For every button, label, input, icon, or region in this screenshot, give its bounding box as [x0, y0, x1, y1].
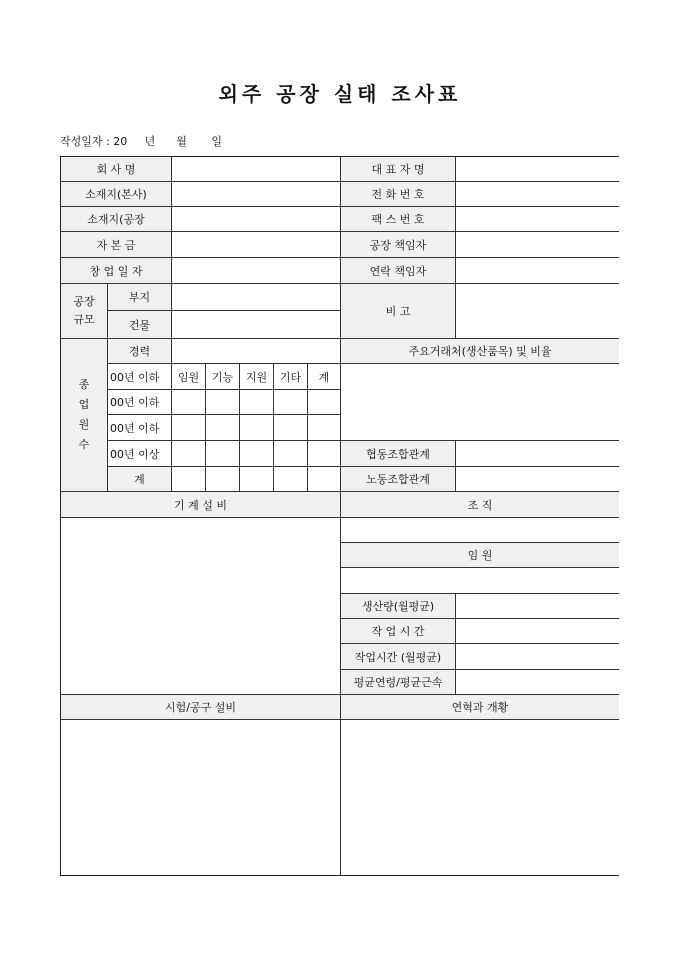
emp-cell[interactable] [172, 415, 206, 441]
capital-label: 자 본 금 [61, 232, 172, 258]
company-name-label: 회 사 명 [61, 157, 172, 182]
emp-cell[interactable] [240, 415, 274, 441]
remarks-field[interactable] [456, 284, 619, 339]
emp-cell[interactable] [308, 390, 341, 415]
emp-col-header: 계 [308, 364, 341, 390]
machinery-label: 기 계 설 비 [61, 492, 341, 518]
ceo-name-field[interactable] [456, 157, 619, 182]
emp-cell[interactable] [240, 390, 274, 415]
phone-field[interactable] [456, 182, 619, 207]
factory-manager-field[interactable] [456, 232, 619, 258]
contact-manager-field[interactable] [456, 258, 619, 284]
factory-manager-label: 공장 책임자 [341, 232, 456, 258]
cooperative-label: 협동조합관계 [341, 441, 456, 467]
executives-label: 임 원 [341, 543, 619, 568]
emp-cell[interactable] [206, 415, 240, 441]
emp-cell[interactable] [308, 467, 341, 492]
employee-label-char: 업 [78, 398, 90, 411]
career-label: 경력 [108, 339, 172, 364]
emp-row-label: 00년 이하 [108, 415, 172, 441]
capital-field[interactable] [172, 232, 341, 258]
employee-label-char: 종 [78, 378, 90, 391]
emp-row-label: 00년 이상 [108, 441, 172, 467]
employee-label-char: 수 [78, 438, 90, 451]
monthly-hours-field[interactable] [456, 644, 619, 670]
emp-col-header: 기타 [274, 364, 308, 390]
emp-cell[interactable] [172, 467, 206, 492]
emp-row-label: 00년 이하 [108, 390, 172, 415]
building-label: 건물 [108, 311, 172, 339]
emp-col-header: 기능 [206, 364, 240, 390]
avg-age-field[interactable] [456, 670, 619, 695]
employee-count-label [61, 339, 108, 492]
emp-cell[interactable] [240, 441, 274, 467]
executives-field[interactable] [341, 568, 619, 594]
emp-total-label: 계 [108, 467, 172, 492]
emp-cell[interactable] [206, 467, 240, 492]
hq-address-field[interactable] [172, 182, 341, 207]
emp-cell[interactable] [206, 441, 240, 467]
remarks-label: 비 고 [341, 284, 456, 339]
emp-col-header: 임원 [172, 364, 206, 390]
emp-cell[interactable] [206, 390, 240, 415]
emp-cell[interactable] [274, 441, 308, 467]
factory-address-label: 소재지(공장 [61, 207, 172, 232]
test-tools-label: 시험/공구 설비 [61, 695, 341, 720]
emp-cell[interactable] [274, 390, 308, 415]
production-field[interactable] [456, 594, 619, 619]
history-field[interactable] [341, 720, 619, 875]
land-label: 부지 [108, 284, 172, 311]
monthly-hours-label: 작업시간 (월평균) [341, 644, 456, 670]
ceo-name-label: 대 표 자 명 [341, 157, 456, 182]
emp-cell[interactable] [274, 467, 308, 492]
land-field[interactable] [172, 284, 341, 311]
survey-form [60, 156, 619, 876]
emp-cell[interactable] [308, 415, 341, 441]
emp-cell[interactable] [172, 390, 206, 415]
factory-address-field[interactable] [172, 207, 341, 232]
fax-field[interactable] [456, 207, 619, 232]
machinery-field[interactable] [61, 518, 341, 695]
form-title: 외주 공장 실태 조사표 [218, 82, 462, 106]
avg-age-label: 평균연령/평균근속 [341, 670, 456, 695]
test-tools-field[interactable] [61, 720, 341, 875]
date-line: 작성일자 : 20 년 월 일 [60, 135, 223, 148]
founded-date-label: 창 업 일 자 [61, 258, 172, 284]
organization-label: 조 직 [341, 492, 619, 518]
emp-cell[interactable] [308, 441, 341, 467]
career-field[interactable] [172, 339, 341, 364]
factory-scale-label-line1: 공장 [73, 295, 95, 308]
factory-scale-label-line2: 규모 [73, 313, 95, 326]
emp-cell[interactable] [172, 441, 206, 467]
emp-row-label: 00년 이하 [108, 364, 172, 390]
emp-cell[interactable] [274, 415, 308, 441]
production-label: 생산량(월평균) [341, 594, 456, 619]
cooperative-field[interactable] [456, 441, 619, 467]
founded-date-field[interactable] [172, 258, 341, 284]
company-name-field[interactable] [172, 157, 341, 182]
phone-label: 전 화 번 호 [341, 182, 456, 207]
building-field[interactable] [172, 311, 341, 339]
work-hours-label: 작 업 시 간 [341, 619, 456, 644]
union-field[interactable] [456, 467, 619, 492]
fax-label: 팩 스 번 호 [341, 207, 456, 232]
employee-label-char: 원 [78, 418, 90, 431]
organization-field[interactable] [341, 518, 619, 543]
major-clients-label: 주요거래처(생산품목) 및 비율 [341, 339, 619, 364]
emp-col-header: 지원 [240, 364, 274, 390]
union-label: 노동조합관계 [341, 467, 456, 492]
major-clients-field[interactable] [341, 364, 619, 441]
history-label: 연혁과 개황 [341, 695, 619, 720]
emp-cell[interactable] [240, 467, 274, 492]
hq-address-label: 소재지(본사) [61, 182, 172, 207]
factory-scale-label [61, 284, 108, 339]
contact-manager-label: 연락 책임자 [341, 258, 456, 284]
work-hours-field[interactable] [456, 619, 619, 644]
